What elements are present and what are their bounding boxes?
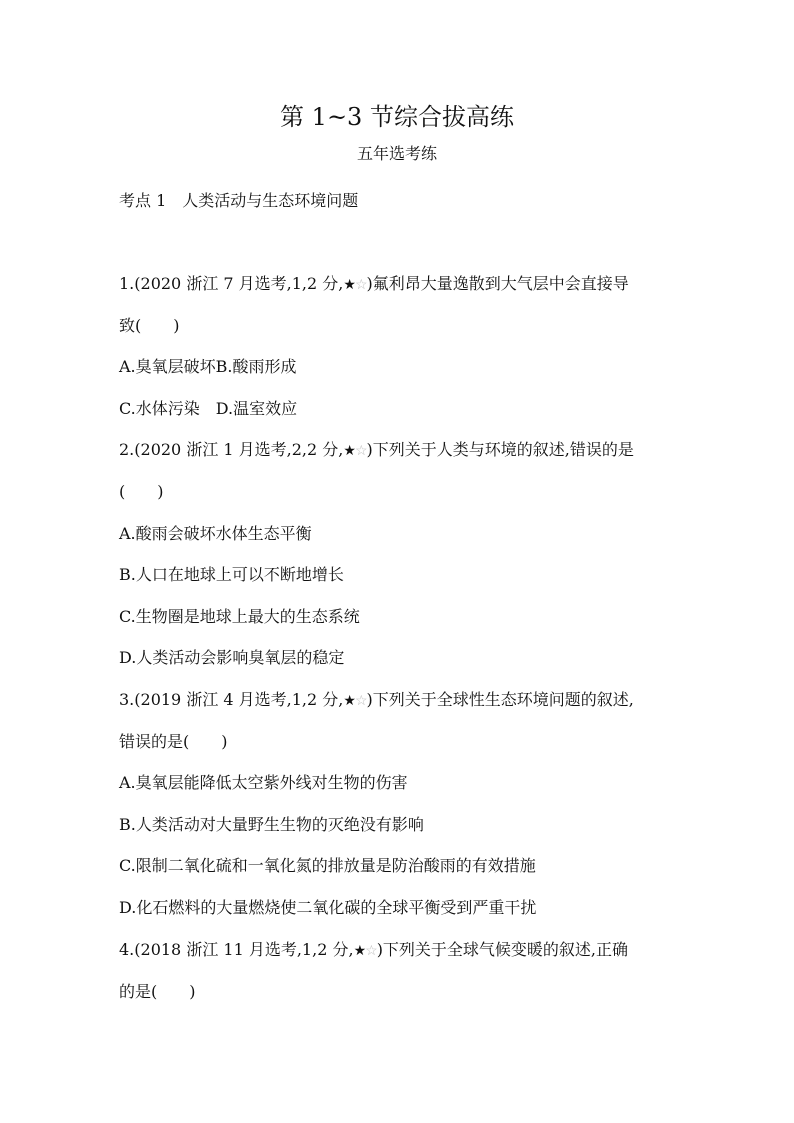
section-heading: 考点 1 人类活动与生态环境问题 xyxy=(119,191,359,210)
question-2-option-a: A.酸雨会破坏水体生态平衡 xyxy=(119,524,312,543)
question-1-stem: )氟利昂大量逸散到大气层中会直接导 xyxy=(366,274,629,293)
question-3-option-a: A.臭氧层能降低太空紫外线对生物的伤害 xyxy=(119,773,408,792)
question-2-line-2: ( ) xyxy=(119,482,164,501)
question-1-prefix: 1.(2020 浙江 7 月选考,1,2 分, xyxy=(119,274,344,293)
question-2-option-c: C.生物圈是地球上最大的生态系统 xyxy=(119,607,360,626)
question-3-option-c: C.限制二氧化硫和一氧化氮的排放量是防治酸雨的有效措施 xyxy=(119,856,536,875)
question-2-option-d: D.人类活动会影响臭氧层的稳定 xyxy=(119,648,345,667)
question-2-line-1 xyxy=(119,438,634,463)
question-1-option-row: C.水体污染 D.温室效应 xyxy=(119,399,298,418)
question-3-option-d: D.化石燃料的大量燃烧使二氧化碳的全球平衡受到严重干扰 xyxy=(119,898,537,917)
page-title: 第 1~3 节综合拔高练 xyxy=(280,103,514,131)
question-2-option-b: B.人口在地球上可以不断地增长 xyxy=(119,565,344,584)
question-3-prefix: 3.(2019 浙江 4 月选考,1,2 分, xyxy=(119,690,344,709)
question-2-prefix: 2.(2020 浙江 1 月选考,2,2 分, xyxy=(119,440,344,459)
question-1-line-2: 致( ) xyxy=(119,316,180,335)
question-4-line-2: 的是( ) xyxy=(119,982,196,1001)
question-1-option-row: A.臭氧层破坏B.酸雨形成 xyxy=(119,357,297,376)
question-4-prefix: 4.(2018 浙江 11 月选考,1,2 分, xyxy=(119,940,354,959)
question-4-line-1 xyxy=(119,938,628,963)
difficulty-star-icon: ★☆ xyxy=(343,443,367,459)
question-3-option-b: B.人类活动对大量野生生物的灭绝没有影响 xyxy=(119,815,424,834)
difficulty-star-icon: ★☆ xyxy=(343,693,367,709)
difficulty-star-icon: ★☆ xyxy=(343,277,367,293)
question-3-stem: )下列关于全球性生态环境问题的叙述, xyxy=(366,690,634,709)
difficulty-star-icon: ★☆ xyxy=(353,943,377,959)
question-3-line-2: 错误的是( ) xyxy=(119,732,228,751)
question-1-line-1 xyxy=(119,272,629,297)
question-2-stem: )下列关于人类与环境的叙述,错误的是 xyxy=(366,440,634,459)
question-3-line-1 xyxy=(119,688,634,713)
page-subtitle: 五年选考练 xyxy=(356,144,437,163)
question-4-stem: )下列关于全球气候变暖的叙述,正确 xyxy=(376,940,629,959)
